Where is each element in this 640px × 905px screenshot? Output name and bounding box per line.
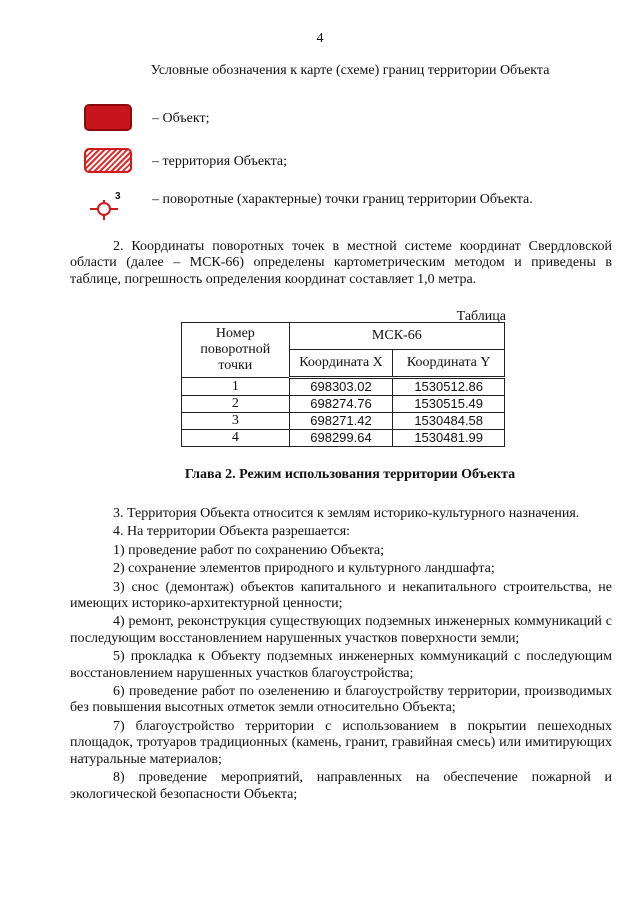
header-x: Координата X <box>289 350 393 378</box>
legend-label-object: – Объект; <box>152 111 210 126</box>
coordinate-x: 698271.42 <box>289 413 393 430</box>
table-row <box>182 413 505 430</box>
legend-label-territory: – территория Объекта; <box>152 154 288 169</box>
coordinate-x: 698274.76 <box>289 396 393 413</box>
page-number: 4 <box>316 31 324 46</box>
legend-title: Условные обозначения к карте (схеме) границ территории Объекта <box>150 63 550 78</box>
legend-label-turning-point: – поворотные (характерные) точки границ территории Объекта. <box>152 192 533 207</box>
table-row <box>182 378 505 396</box>
table-caption: Таблица <box>456 309 506 324</box>
paragraph-2-text: 2. Координаты поворотных точек в местной системе координат Свердловской области (далее – МСК-66) определены картометрическим методом и приведены в таблице, погрешность определения координат составляет 1,0 метра. <box>70 239 612 287</box>
header-y: Координата Y <box>393 350 505 378</box>
point-number: 2 <box>182 396 290 413</box>
list-item: 6) проведение работ по озеленению и благоустройству территории, производимых без повышения высотных отметок земли относительно Объекта; <box>70 684 612 716</box>
territory-hatch-icon <box>84 148 132 173</box>
table-row <box>182 430 505 447</box>
list-item: 2) сохранение элементов природного и культурного ландшафта; <box>113 561 495 577</box>
point-number: 1 <box>182 378 290 396</box>
paragraph-coordinates <box>70 239 612 288</box>
list-item: 4. На территории Объекта разрешается: <box>113 524 351 540</box>
coordinate-x: 698299.64 <box>289 430 393 447</box>
list-item: 3. Территория Объекта относится к землям историко-культурного назначения. <box>113 506 580 521</box>
turning-point-icon <box>88 188 132 222</box>
point-number: 4 <box>182 430 290 447</box>
object-symbol-icon <box>84 104 132 131</box>
coordinate-y: 1530515.49 <box>393 396 505 413</box>
legend-item-object <box>84 104 604 144</box>
legend-item-turning-point <box>84 188 604 228</box>
header-coordinate-system: МСК-66 <box>289 323 504 350</box>
coordinate-y: 1530512.86 <box>393 378 505 396</box>
legend-item-territory <box>84 148 604 188</box>
list-item: 4) ремонт, реконструкция существующих подземных инженерных коммуникаций с последующим восстановлением нарушенных участков поверхности земли; <box>70 614 612 646</box>
list-item: 7) благоустройство территории с использованием в покрытии пешеходных площадок, тротуаров традиционных (камень, гранит, гравийная смесь) или имитирующих натуральные материалов; <box>70 718 612 767</box>
coordinate-x: 698303.02 <box>289 378 393 396</box>
turning-point-marker-number: 3 <box>115 191 121 202</box>
point-number: 3 <box>182 413 290 430</box>
list-item: 1) проведение работ по сохранению Объекта; <box>113 542 385 558</box>
coordinate-y: 1530481.99 <box>393 430 505 447</box>
chapter-title: Глава 2. Режим использования территории Объекта <box>184 467 516 482</box>
table-row <box>182 396 505 413</box>
coordinate-y: 1530484.58 <box>393 413 505 430</box>
usage-regime-list <box>70 506 612 803</box>
header-point-number: Номер поворотной точки <box>182 323 290 378</box>
list-item: 8) проведение мероприятий, направленных на обеспечение пожарной и экологической безопасности Объекта; <box>70 770 612 802</box>
list-item: 3) снос (демонтаж) объектов капитального и некапитального строительства, не имеющих историко-архитектурной ценности; <box>70 579 612 612</box>
coordinates-table <box>181 322 505 447</box>
list-item: 5) прокладка к Объекту подземных инженерных коммуникаций с последующим восстановлением нарушенных участков благоустройства; <box>70 649 612 681</box>
